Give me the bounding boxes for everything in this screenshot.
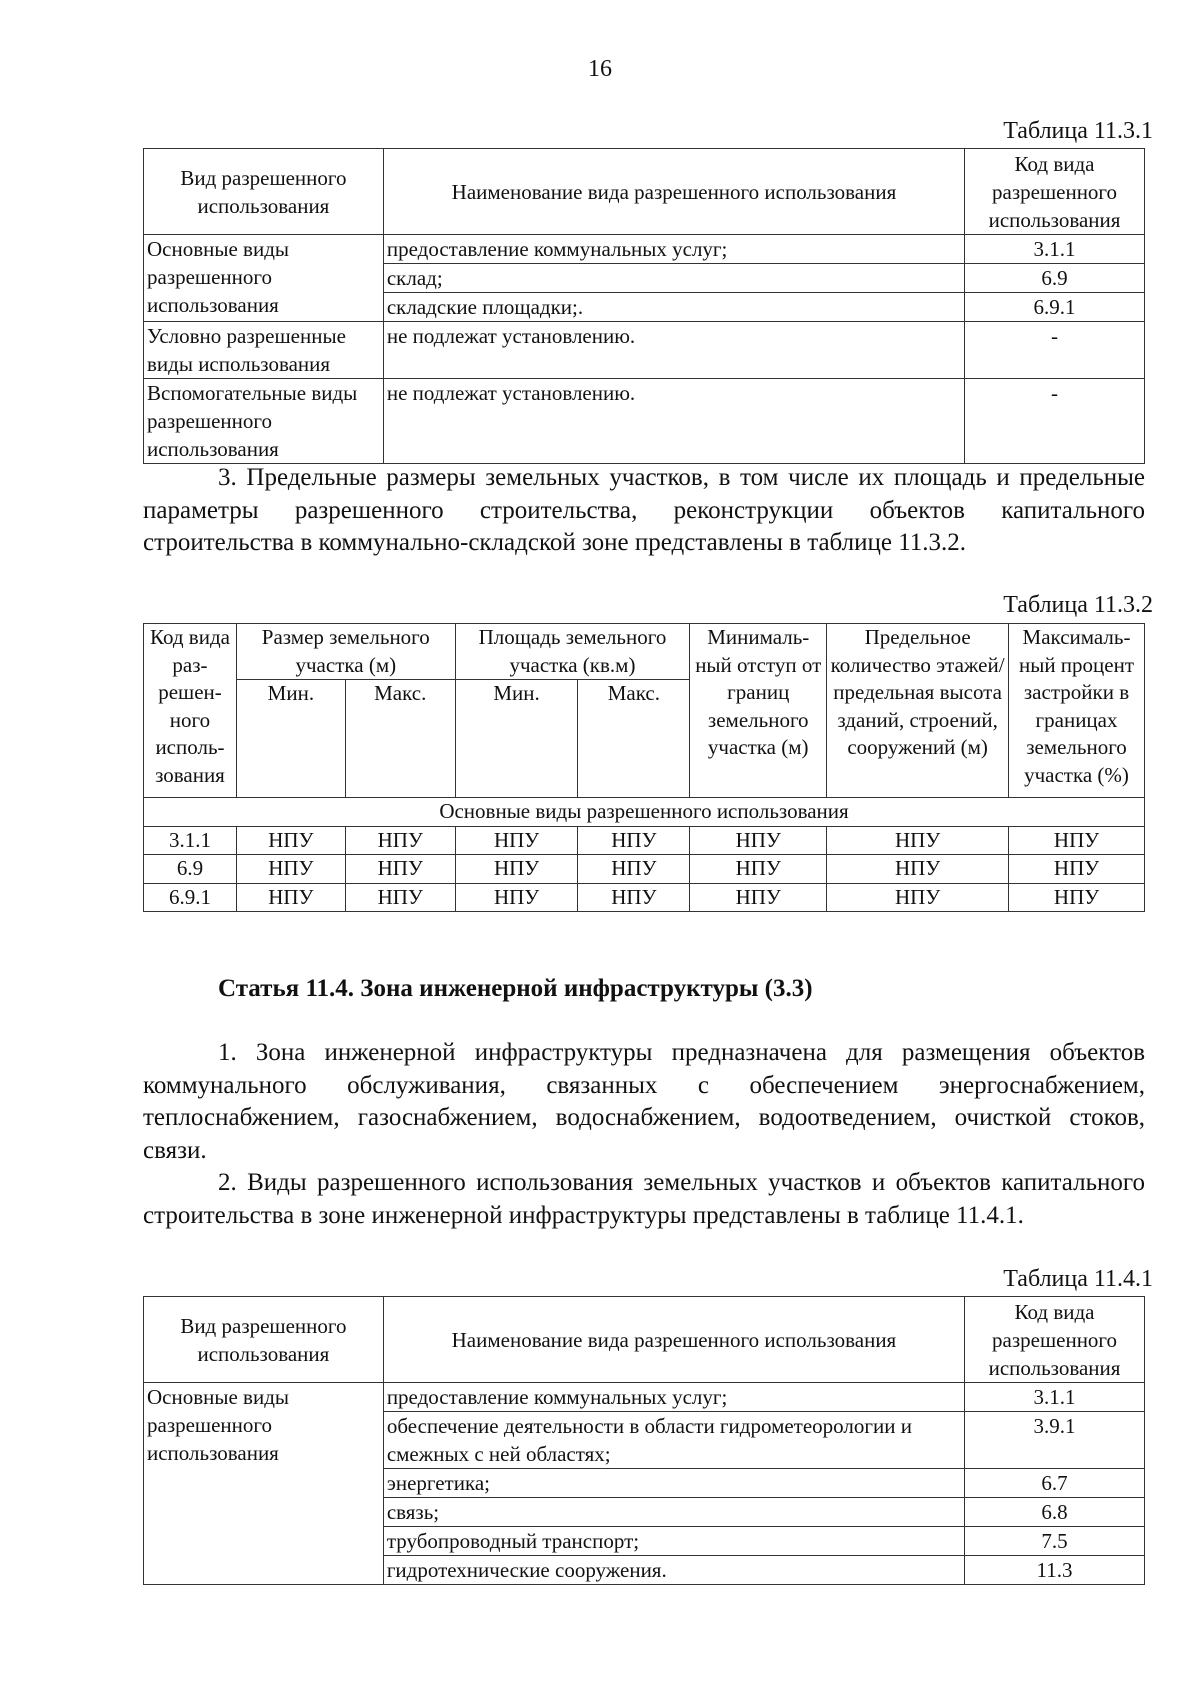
header-use-name: Наименование вида разрешенного использования (383, 149, 964, 235)
use-code: - (965, 379, 1145, 464)
use-name: гидротехнические сооружения. (383, 1556, 964, 1585)
use-code: - (965, 322, 1145, 379)
header-plot-area: Площадь земельного участка (кв.м) (455, 624, 690, 680)
article-heading: Статья 11.4. Зона инженерной инфраструктуры (3.3) (218, 975, 813, 1002)
cell: НПУ (690, 883, 827, 912)
parameters-table (143, 623, 1145, 912)
table-row (144, 855, 1145, 884)
use-code: 6.9 (965, 264, 1145, 293)
header-code: Код вида раз-решен-ного исполь-зования (144, 624, 237, 798)
header-coverage: Максималь-ный процент застройки в границах земельного участка (%) (1009, 624, 1145, 798)
header-use-type: Вид разрешенного использования (144, 1297, 384, 1383)
cell: НПУ (1009, 883, 1145, 912)
header-min: Мин. (455, 680, 578, 798)
header-use-name: Наименование вида разрешенного использования (383, 1297, 964, 1383)
cell: НПУ (455, 826, 578, 855)
cell: НПУ (690, 855, 827, 884)
use-name: не подлежат установлению. (383, 379, 964, 464)
paragraph-2: 2. Виды разрешенного использования земельных участков и объектов капитального строительства в зоне инженерной инфраструктуры представлены в таблице 11.4.1. (143, 1169, 1145, 1229)
header-use-code: Код вида разрешенного использования (965, 1297, 1145, 1383)
cell: НПУ (345, 855, 455, 884)
use-name: предоставление коммунальных услуг; (383, 235, 964, 264)
cell: НПУ (345, 883, 455, 912)
cell: 6.9.1 (144, 883, 237, 912)
cell: НПУ (455, 855, 578, 884)
auxiliary-uses-label: Вспомогательные виды разрешенного использования (144, 379, 384, 464)
header-max: Макс. (345, 680, 455, 798)
cell: НПУ (455, 883, 578, 912)
table-caption: Таблица 11.4.1 (1003, 1266, 1153, 1292)
use-name: энергетика; (383, 1469, 964, 1498)
use-code: 3.1.1 (965, 235, 1145, 264)
cell: НПУ (690, 826, 827, 855)
use-name: обеспечение деятельности в области гидрометеорологии и смежных с ней областях; (383, 1412, 964, 1469)
header-min-indent: Минималь-ный отступ от границ земельного участка (м) (690, 624, 827, 798)
page-number: 16 (588, 56, 612, 82)
use-code: 6.7 (965, 1469, 1145, 1498)
header-floors: Предельное количество этажей/ предельная высота зданий, строений, сооружений (м) (827, 624, 1009, 798)
section-label: Основные виды разрешенного использования (144, 798, 1145, 827)
table-caption: Таблица 11.3.2 (1003, 592, 1153, 618)
header-use-code: Код вида разрешенного использования (965, 149, 1145, 235)
paragraph-1: 1. Зона инженерной инфраструктуры предназначена для размещения объектов коммунального обслуживания, связанных с обеспечением энергоснабжением, теплоснабжением, газоснабжением, водоснабжением, водоотведением, очисткой стоков, связи. (143, 1039, 1145, 1164)
use-name: складские площадки;. (383, 293, 964, 322)
use-name: склад; (383, 264, 964, 293)
use-code: 3.1.1 (965, 1383, 1145, 1412)
use-code: 6.9.1 (965, 293, 1145, 322)
cell: НПУ (827, 826, 1009, 855)
cell: НПУ (578, 883, 690, 912)
main-uses-label: Основные виды разрешенного использования (144, 1383, 384, 1585)
use-name: связь; (383, 1498, 964, 1527)
cell: НПУ (578, 826, 690, 855)
cell: НПУ (827, 883, 1009, 912)
table-caption: Таблица 11.3.1 (1003, 118, 1153, 144)
header-use-type: Вид разрешенного использования (144, 149, 384, 235)
cell: НПУ (1009, 826, 1145, 855)
cell: НПУ (827, 855, 1009, 884)
use-code: 3.9.1 (965, 1412, 1145, 1469)
permitted-use-table (143, 148, 1145, 464)
use-code: 6.8 (965, 1498, 1145, 1527)
table-row (144, 883, 1145, 912)
cell: НПУ (345, 826, 455, 855)
paragraph-3: 3. Предельные размеры земельных участков, в том числе их площадь и предельные параметры разрешенного строительства, реконструкции объектов капитального строительства в коммунально-складской зоне представлены в таблице 11.3.2. (143, 464, 1145, 556)
header-plot-size: Размер земельного участка (м) (236, 624, 455, 680)
use-name: трубопроводный транспорт; (383, 1527, 964, 1556)
use-name: предоставление коммунальных услуг; (383, 1383, 964, 1412)
table-row (144, 826, 1145, 855)
cell: НПУ (236, 883, 345, 912)
use-name: не подлежат установлению. (383, 322, 964, 379)
cell: НПУ (236, 826, 345, 855)
cell: НПУ (578, 855, 690, 884)
header-max: Макс. (578, 680, 690, 798)
use-code: 11.3 (965, 1556, 1145, 1585)
conditional-uses-label: Условно разрешенные виды использования (144, 322, 384, 379)
cell: 3.1.1 (144, 826, 237, 855)
use-code: 7.5 (965, 1527, 1145, 1556)
cell: НПУ (1009, 855, 1145, 884)
infrastructure-use-table (143, 1296, 1145, 1585)
main-uses-label: Основные виды разрешенного использования (144, 235, 384, 322)
header-min: Мин. (236, 680, 345, 798)
cell: НПУ (236, 855, 345, 884)
cell: 6.9 (144, 855, 237, 884)
